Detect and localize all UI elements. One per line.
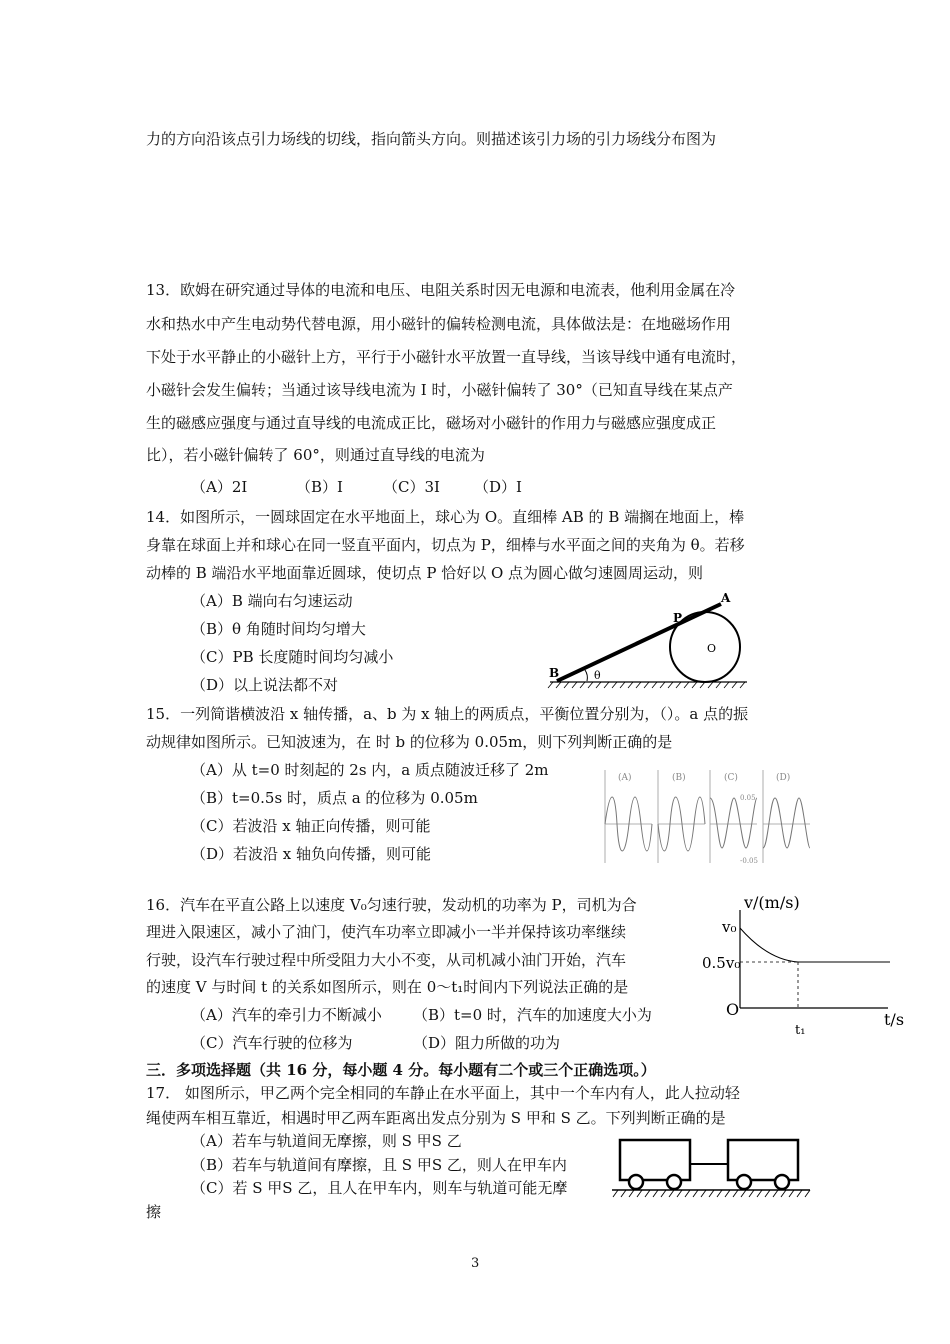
q13-option-a: （A）2I — [191, 478, 248, 496]
q15-line: 15．一列简谐横波沿 x 轴传播，a、b 为 x 轴上的两质点，平衡位置分别为，（）。a 点的振 — [146, 705, 749, 723]
q17-line: 17． 如图所示，甲乙两个完全相同的车静止在水平面上，其中一个车内有人，此人拉动轻 — [146, 1084, 740, 1102]
panel-label-d: (D) — [776, 773, 791, 783]
panel-label-a: (A) — [618, 773, 632, 783]
q15-option-a: （A）从 t=0 时刻起的 2s 内，a 质点随波迁移了 2m — [191, 761, 549, 779]
page-number: 3 — [471, 1256, 480, 1271]
tick-label-neg: -0.05 — [740, 857, 758, 865]
q13-line: 13．欧姆在研究通过导体的电流和电压、电阻关系时因无电源和电流表，他利用金属在冷 — [146, 281, 736, 299]
graph-y-label: v/(m/s) — [744, 893, 800, 912]
q17-tail: 擦 — [146, 1203, 162, 1221]
label-p: P — [673, 611, 683, 625]
graph-half-v0-label: 0.5v₀ — [702, 954, 741, 972]
section-3-title: 三．多项选择题（共 16 分，每小题 4 分。每小题有二个或三个正确选项。） — [146, 1061, 656, 1079]
q16-option-b: （B）t=0 时，汽车的加速度大小为 — [413, 1006, 652, 1024]
q16-line: 16．汽车在平直公路上以速度 V₀匀速行驶，发动机的功率为 P，司机为合 — [146, 896, 637, 914]
q15-option-b: （B）t=0.5s 时，质点 a 的位移为 0.05m — [191, 789, 478, 807]
q13-line: 小磁针会发生偏转；当通过该导线电流为 I 时，小磁针偏转了 30°（已知直导线在某点产 — [146, 381, 733, 399]
graph-origin-label: O — [726, 1000, 740, 1019]
velocity-time-graph — [698, 888, 913, 1038]
q16-line: 的速度 V 与时间 t 的关系如图所示，则在 0～t₁时间内下列说法正确的是 — [146, 978, 629, 996]
q15-option-d: （D）若波沿 x 轴负向传播，则可能 — [191, 845, 432, 863]
q15-line: 动规律如图所示。已知波速为，在 时 b 的位移为 0.05m，则下列判断正确的是 — [146, 733, 673, 751]
q14-option-c: （C）PB 长度随时间均匀减小 — [191, 648, 394, 666]
q15-option-c: （C）若波沿 x 轴正向传播，则可能 — [191, 817, 431, 835]
label-a: A — [721, 591, 731, 605]
wave-graphs-figure — [600, 768, 815, 868]
graph-v0-label: v₀ — [722, 918, 737, 936]
q14-line: 身靠在球面上并和球心在同一竖直平面内，切点为 P，细棒与水平面之间的夹角为 θ。若移 — [146, 536, 745, 554]
intro-line: 力的方向沿该点引力场线的切线，指向箭头方向。则描述该引力场的引力场线分布图为 — [146, 130, 717, 148]
q13-line: 比），若小磁针偏转了 60°，则通过直导线的电流为 — [146, 446, 485, 464]
q16-option-d: （D）阻力所做的功为 — [413, 1034, 561, 1052]
graph-t1-label: t₁ — [795, 1023, 806, 1038]
q17-option-b: （B）若车与轨道间有摩擦，且 S 甲S 乙，则人在甲车内 — [191, 1156, 567, 1174]
q13-option-b: （B）I — [296, 478, 343, 496]
two-carts-figure — [610, 1130, 815, 1205]
panel-label-c: (C) — [724, 773, 738, 783]
label-b: B — [549, 666, 560, 680]
q16-option-c: （C）汽车行驶的位移为 — [191, 1034, 353, 1052]
q14-option-d: （D）以上说法都不对 — [191, 676, 339, 694]
q16-option-a: （A）汽车的牵引力不断减小 — [191, 1006, 382, 1024]
q17-line: 绳使两车相互靠近，相遇时甲乙两车距离出发点分别为 S 甲和 S 乙。下列判断正确的是 — [146, 1109, 726, 1127]
q14-option-b: （B）θ 角随时间均匀增大 — [191, 620, 366, 638]
q13-line: 生的磁感应强度与通过直导线的电流成正比，磁场对小磁针的作用力与磁感应强度成正 — [146, 414, 717, 432]
cart-left — [620, 1140, 690, 1180]
q13-line: 下处于水平静止的小磁针上方，平行于小磁针水平放置一直导线，当该导线中通有电流时， — [146, 348, 747, 366]
panel-label-b: (B) — [672, 773, 686, 783]
sphere-rod-figure — [545, 590, 755, 695]
q13-line: 水和热水中产生电动势代替电源，用小磁针的偏转检测电流，具体做法是：在地磁场作用 — [146, 315, 732, 333]
q17-option-c: （C）若 S 甲S 乙，且人在甲车内，则车与轨道可能无摩 — [191, 1179, 568, 1197]
cart-right — [728, 1140, 798, 1180]
q13-option-d: （D）I — [474, 478, 522, 496]
q17-option-a: （A）若车与轨道间无摩擦，则 S 甲S 乙 — [191, 1132, 462, 1150]
q14-option-a: （A）B 端向右匀速运动 — [191, 592, 353, 610]
graph-x-label: t/s — [884, 1010, 905, 1029]
q14-line: 14．如图所示，一圆球固定在水平地面上，球心为 O。直细棒 AB 的 B 端搁在地面上，棒 — [146, 508, 745, 526]
label-theta: θ — [594, 669, 601, 682]
label-o: O — [707, 642, 717, 655]
q13-option-c: （C）3I — [383, 478, 440, 496]
q14-line: 动棒的 B 端沿水平地面靠近圆球，使切点 P 恰好以 O 点为圆心做匀速圆周运动，则 — [146, 564, 704, 582]
tick-label-pos: 0.05 — [740, 794, 756, 802]
q16-line: 理进入限速区，减小了油门，使汽车功率立即减小一半并保持该功率继续 — [146, 923, 627, 941]
rod-ab — [557, 604, 721, 681]
q16-line: 行驶，设汽车行驶过程中所受阻力大小不变，从司机减小油门开始，汽车 — [146, 951, 627, 969]
